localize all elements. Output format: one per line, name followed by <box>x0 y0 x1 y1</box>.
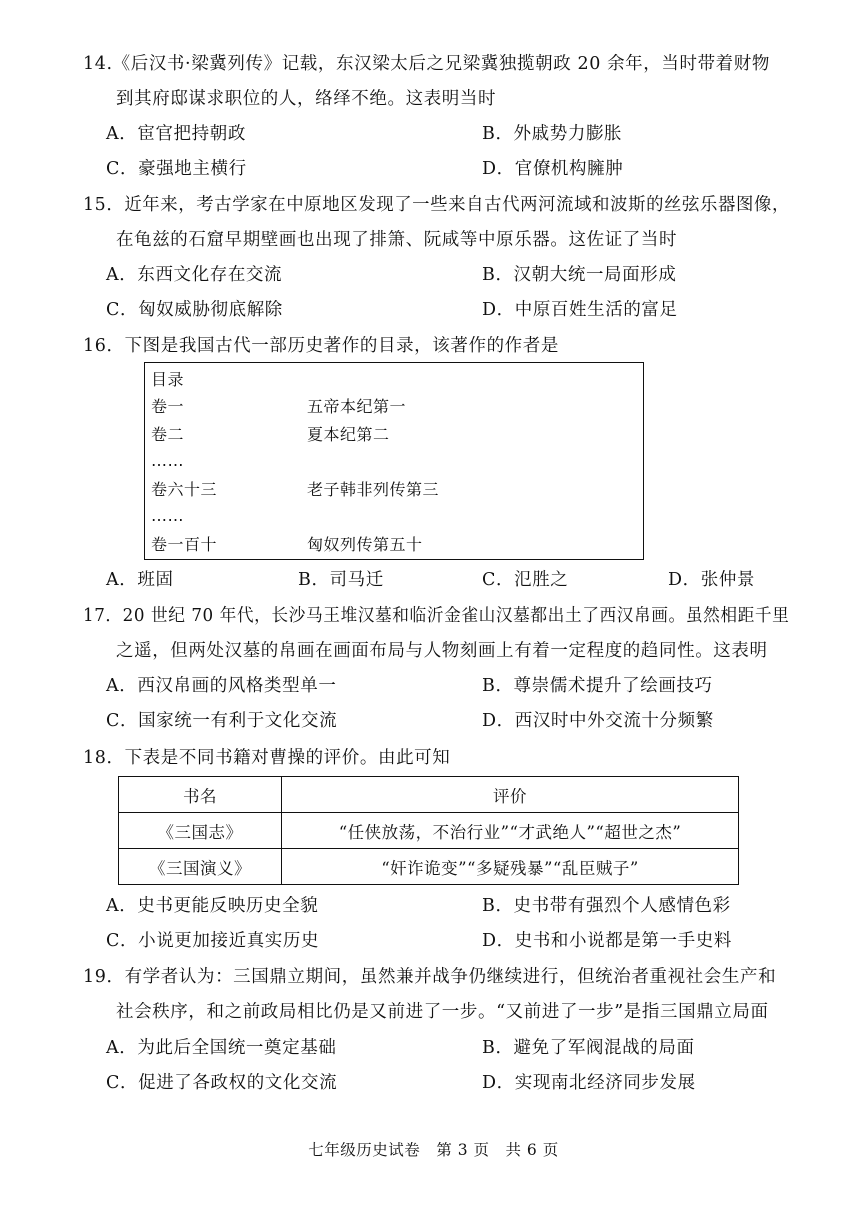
question-18-option-b: B．史书带有强烈个人感情色彩 <box>482 896 731 916</box>
question-18-option-a: A．史书更能反映历史全貌 <box>106 896 319 916</box>
question-16-option-a: A．班固 <box>106 570 174 590</box>
question-15-option-a: A．东西文化存在交流 <box>106 265 283 285</box>
catalog-heading: 目录 <box>151 370 185 389</box>
question-14-option-b: B．外戚势力膨胀 <box>482 124 623 144</box>
question-19-stem: 19．有学者认为：三国鼎立期间，虽然兼并战争仍继续进行，但统治者重视社会生产和 <box>83 967 777 987</box>
evaluation-table <box>118 776 739 885</box>
catalog-ellipsis: …… <box>151 506 184 525</box>
question-16-stem: 16．下图是我国古代一部历史著作的目录，该著作的作者是 <box>83 336 559 356</box>
question-15-stem: 15．近年来，考古学家在中原地区发现了一些来自古代两河流域和波斯的丝弦乐器图像， <box>83 195 790 215</box>
catalog-title: 五帝本纪第一 <box>307 397 407 416</box>
question-16-option-d: D．张仲景 <box>668 570 756 590</box>
question-14-option-a: A．宦官把持朝政 <box>106 124 246 144</box>
question-14-stem: 14.《后汉书·梁冀列传》记载，东汉梁太后之兄梁冀独揽朝政 20 余年，当时带着财物 <box>83 54 770 74</box>
catalog-title: 夏本纪第二 <box>307 425 390 444</box>
question-17-option-b: B．尊崇儒术提升了绘画技巧 <box>482 676 713 696</box>
question-16-option-b: B．司马迁 <box>298 570 384 590</box>
table-cell-book: 《三国志》 <box>119 813 282 849</box>
catalog-volume: 卷六十三 <box>151 480 218 499</box>
table-header-cell: 书名 <box>119 777 282 813</box>
catalog-title: 老子韩非列传第三 <box>307 480 440 499</box>
question-15-option-d: D．中原百姓生活的富足 <box>482 300 678 320</box>
page-footer: 七年级历史试卷 第 3 页 共 6 页 <box>308 1141 559 1159</box>
catalog-box <box>144 362 644 560</box>
question-17-option-c: C．国家统一有利于文化交流 <box>106 711 338 731</box>
question-19-option-c: C．促进了各政权的文化交流 <box>106 1073 338 1093</box>
catalog-title: 匈奴列传第五十 <box>307 535 423 554</box>
question-17-stem: 17．20 世纪 70 年代，长沙马王堆汉墓和临沂金雀山汉墓都出土了西汉帛画。虽然相距千里 <box>83 606 790 626</box>
question-14-stem-cont: 到其府邸谋求职位的人，络绎不绝。这表明当时 <box>116 89 497 109</box>
catalog-volume: 卷一百十 <box>151 535 218 554</box>
catalog-volume: 卷二 <box>151 425 185 444</box>
table-row <box>119 813 739 849</box>
question-19-stem-cont: 社会秩序，和之前政局相比仍是又前进了一步。“又前进了一步”是指三国鼎立局面 <box>116 1002 769 1022</box>
question-18-option-c: C．小说更加接近真实历史 <box>106 931 320 951</box>
question-19-option-d: D．实现南北经济同步发展 <box>482 1073 696 1093</box>
question-19-option-b: B．避免了军阀混战的局面 <box>482 1038 695 1058</box>
table-header-row <box>119 777 739 813</box>
question-18-stem: 18．下表是不同书籍对曹操的评价。由此可知 <box>83 748 451 768</box>
catalog-ellipsis: …… <box>151 451 184 470</box>
question-19-option-a: A．为此后全国统一奠定基础 <box>106 1038 337 1058</box>
question-15-option-b: B．汉朝大统一局面形成 <box>482 265 677 285</box>
question-15-stem-cont: 在龟兹的石窟早期壁画也出现了排箫、阮咸等中原乐器。这佐证了当时 <box>116 230 678 250</box>
table-cell-evaluation: “奸诈诡变”“多疑残暴”“乱臣贼子” <box>282 849 739 885</box>
table-cell-book: 《三国演义》 <box>119 849 282 885</box>
table-header-cell: 评价 <box>282 777 739 813</box>
question-14-option-d: D．官僚机构臃肿 <box>482 159 624 179</box>
question-18-option-d: D．史书和小说都是第一手史料 <box>482 931 732 951</box>
table-row <box>119 849 739 885</box>
catalog-volume: 卷一 <box>151 397 185 416</box>
question-17-option-a: A．西汉帛画的风格类型单一 <box>106 676 337 696</box>
question-16-option-c: C．氾胜之 <box>482 570 569 590</box>
question-14-option-c: C．豪强地主横行 <box>106 159 247 179</box>
question-17-stem-cont: 之遥，但两处汉墓的帛画在画面布局与人物刻画上有着一定程度的趋同性。这表明 <box>116 641 768 661</box>
question-15-option-c: C．匈奴威胁彻底解除 <box>106 300 283 320</box>
table-cell-evaluation: “任侠放荡，不治行业”“才武绝人”“超世之杰” <box>282 813 739 849</box>
question-17-option-d: D．西汉时中外交流十分频繁 <box>482 711 714 731</box>
